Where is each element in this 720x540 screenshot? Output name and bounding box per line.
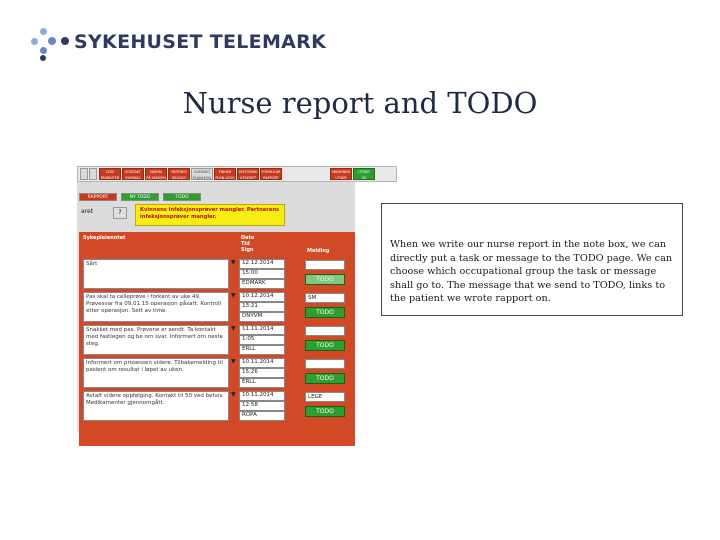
note-date: 10.12.2014 xyxy=(239,292,285,302)
tab-todo[interactable]: TODO xyxy=(163,193,201,201)
alert-message: Kvinnens infeksjonsprøver mangler. Partnerens infeksjonsprøver mangler. xyxy=(135,204,285,226)
note-sign: ERLL xyxy=(239,345,285,355)
menu-item[interactable] xyxy=(80,168,88,180)
notes-grid xyxy=(79,232,355,446)
menu-item[interactable] xyxy=(89,168,97,180)
todo-button[interactable]: TODO xyxy=(305,307,345,318)
note-date: 11.11.2014 xyxy=(239,325,285,335)
todo-button[interactable]: TODO xyxy=(305,373,345,384)
report-panel xyxy=(77,182,355,432)
note-date: 10.11.2014 xyxy=(239,391,285,401)
note-date: 12.12.2014 xyxy=(239,259,285,269)
column-header-note: Sykepleienotat xyxy=(83,235,126,241)
dropdown-arrow-icon[interactable]: ▼ xyxy=(231,325,236,332)
note-sign: EDMARK xyxy=(239,279,285,289)
melding-select[interactable] xyxy=(305,326,345,336)
nurse-note-field[interactable]: Informert om prosessen videre. Tilbakemelding til pasient om resultat i løpet av uken. xyxy=(83,358,229,388)
tab-ny-todo[interactable]: NY TODO xyxy=(121,193,159,201)
brand-name: SYKEHUSET TELEMARK xyxy=(74,31,327,53)
nurse-note-field[interactable]: Snakket med pas. Prøvene er sendt. Ta kontakt med fastlegen og be om svar. Informert om neste steg. xyxy=(83,325,229,355)
menu-item[interactable]: HISTORIKK UTSKRIFT xyxy=(238,170,258,180)
column-header-date: Dato Tid Sign xyxy=(241,235,255,253)
menu-item[interactable]: SKJEMA PÅ SENGEN xyxy=(146,170,166,180)
note-sign: ERLL xyxy=(239,378,285,388)
nurse-note-field[interactable]: Sårt xyxy=(83,259,229,289)
description-box: When we write our nurse report in the note box, we can directly put a task or message to the TODO page. We can choose which occupational group the task or message shall go to. The message that we send to TODO, links to the patient we wrote rapport on. xyxy=(381,203,683,316)
menu-item[interactable]: FINNER PLAN LEGG xyxy=(215,170,235,180)
note-time: 12:58 xyxy=(239,401,285,411)
melding-select[interactable]: LEGE xyxy=(305,392,345,402)
help-button[interactable]: ? xyxy=(113,207,127,219)
todo-button[interactable]: TODO xyxy=(305,274,345,285)
dropdown-arrow-icon[interactable]: ▼ xyxy=(231,391,236,398)
menu-item[interactable]: FORMULAR RAPPORT xyxy=(261,170,281,180)
logo-dot-icon xyxy=(48,37,56,45)
menu-item[interactable]: KONTAKT JOURNAL xyxy=(122,168,144,180)
logo-dot-icon xyxy=(40,28,47,35)
menu-bar xyxy=(77,166,397,182)
menu-item[interactable]: OVERSIKT PLANLEGG xyxy=(192,170,212,180)
todo-button[interactable]: TODO xyxy=(305,406,345,417)
melding-select[interactable] xyxy=(305,260,345,270)
melding-select[interactable]: SM xyxy=(305,293,345,303)
note-time: 13:21 xyxy=(239,302,285,312)
menu-item[interactable]: UTSKR OK xyxy=(353,168,375,180)
note-sign: DNYVM xyxy=(239,312,285,322)
nurse-note-field[interactable]: Avtalt videre oppfølging. Kontakt til 50 ved behov. Medikamenter gjennomgått. xyxy=(83,391,229,421)
dropdown-arrow-icon[interactable]: ▼ xyxy=(231,358,236,365)
hospital-logo xyxy=(26,26,327,62)
dropdown-arrow-icon[interactable]: ▼ xyxy=(231,292,236,299)
logo-dot-icon xyxy=(31,38,38,45)
logo-dot-icon xyxy=(61,37,69,45)
menu-item[interactable]: MASKINEN UTSKR xyxy=(330,168,352,180)
column-header-melding: Melding xyxy=(307,248,330,254)
logo-dot-icon xyxy=(40,47,47,54)
logo-dot-icon xyxy=(40,55,46,61)
melding-select[interactable] xyxy=(305,359,345,369)
slide-title: Nurse report and TODO xyxy=(182,86,538,120)
dropdown-arrow-icon[interactable]: ▼ xyxy=(231,259,236,266)
note-time: 15:00 xyxy=(239,269,285,279)
note-time: 15:26 xyxy=(239,368,285,378)
note-time: 1:05 xyxy=(239,335,285,345)
todo-button[interactable]: TODO xyxy=(305,340,345,351)
panel-label: aret xyxy=(81,208,94,215)
menu-item[interactable]: LEGE PASIENTER xyxy=(100,170,120,180)
menu-item[interactable]: PARTNER BELEGG xyxy=(168,168,190,180)
ehr-screenshot xyxy=(77,166,397,432)
tab-rapport[interactable]: RAPPORT xyxy=(79,193,117,201)
note-sign: ROPA xyxy=(239,411,285,421)
note-date: 10.11.2014 xyxy=(239,358,285,368)
nurse-note-field[interactable]: Pas skal ta celleprøve i forkant av uke 49. Prøvesvar fra 09.01.15 operasjon påsatt. Kontroll etter operasjon. Sett av time. xyxy=(83,292,229,322)
